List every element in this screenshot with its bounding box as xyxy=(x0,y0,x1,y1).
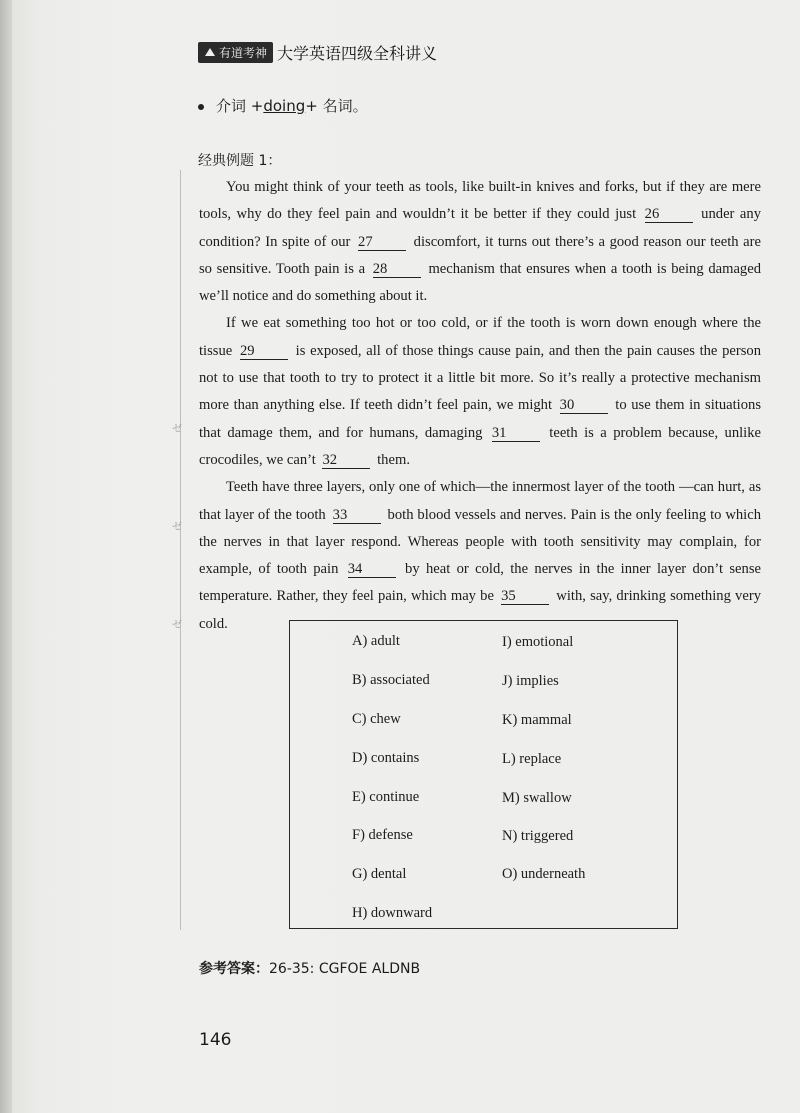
bullet-prefix: 介词 + xyxy=(216,97,264,115)
text-segment: with, say, drinking something very cold. xyxy=(199,588,761,632)
passage xyxy=(199,174,761,638)
publisher-logo xyxy=(198,42,273,63)
text-segment: discomfort, it turns out there’s a good reason our teeth are so sensitive. Tooth pain is a xyxy=(199,233,761,277)
running-header xyxy=(198,40,437,64)
bullet-dot-icon xyxy=(198,104,204,110)
example-title: 经典例题 1： xyxy=(198,153,282,169)
margin-mark: ゼ xyxy=(172,424,182,435)
text-segment: teeth is a problem because, unlike crocodiles, we can’t xyxy=(199,424,762,468)
paragraph-3 xyxy=(199,474,761,638)
blank-29: 29 xyxy=(240,343,288,360)
option-i: I) emotional xyxy=(502,634,574,650)
option-l: L) replace xyxy=(502,751,562,767)
text-segment: by heat or cold, the nerves in the inner layer don’t sense temperature. Rather, they feel pain, which may be xyxy=(199,561,761,605)
text-segment: to use them in situations that damage them, and for humans, damaging xyxy=(199,397,761,441)
margin-rule xyxy=(180,170,181,930)
margin-mark: ゼ xyxy=(172,620,182,631)
bullet-underlined-word: doing xyxy=(263,97,306,115)
bullet-suffix: + 名词。 xyxy=(305,97,368,115)
answer-key xyxy=(199,958,420,978)
option-f: F) defense xyxy=(352,827,413,843)
page-number: 146 xyxy=(199,1030,232,1050)
text-segment: You might think of your teeth as tools, like built-in knives and forks, but if they are mere tools, why do they feel pain and wouldn’t it be better if they could just xyxy=(199,179,761,223)
option-j: J) implies xyxy=(502,673,559,689)
option-b: B) associated xyxy=(352,672,430,688)
option-m: M) swallow xyxy=(502,790,572,806)
blank-33: 33 xyxy=(333,507,381,524)
word-bank-box xyxy=(289,620,678,929)
text-segment: If we eat something too hot or too cold, or if the tooth is worn down enough where the tissue xyxy=(199,315,761,359)
option-k: K) mammal xyxy=(502,712,572,728)
option-c: C) chew xyxy=(352,711,401,727)
answer-label: 参考答案： xyxy=(199,961,269,977)
option-n: N) triggered xyxy=(502,828,574,844)
text-segment: is exposed, all of those things cause pain, and then the pain causes the person not to use that tooth to try to protect it a little bit more. So it’s really a protective mechanism more than anything else. If teeth didn’t feel pain, we might xyxy=(199,342,762,414)
text-segment: under any condition? In spite of our xyxy=(199,206,761,250)
blank-27: 27 xyxy=(358,234,406,251)
margin-mark: ゼ xyxy=(172,522,182,533)
paragraph-2 xyxy=(199,310,761,474)
paragraph-1 xyxy=(199,174,761,310)
blank-28: 28 xyxy=(373,261,421,278)
blank-31: 31 xyxy=(492,425,540,442)
blank-30: 30 xyxy=(560,397,608,414)
bullet-item xyxy=(198,95,368,116)
blank-35: 35 xyxy=(501,588,549,605)
option-e: E) continue xyxy=(352,789,420,805)
text-segment: Teeth have three layers, only one of which—the innermost layer of the tooth —can hurt, as that layer of the tooth xyxy=(199,479,761,523)
blank-32: 32 xyxy=(322,452,370,469)
option-h: H) downward xyxy=(352,905,433,921)
answer-value: 26-35: CGFOE ALDNB xyxy=(269,961,421,977)
blank-26: 26 xyxy=(645,206,693,223)
blank-34: 34 xyxy=(348,561,396,578)
option-g: G) dental xyxy=(352,866,407,882)
logo-text: 有道考神 xyxy=(219,45,268,60)
text-segment: mechanism that ensures when a tooth is being damaged we’ll notice and do something about it. xyxy=(199,260,761,305)
page-edge xyxy=(0,0,12,1113)
text-segment: them. xyxy=(373,451,410,468)
option-o: O) underneath xyxy=(502,866,586,882)
option-a: A) adult xyxy=(352,633,400,649)
text-segment: both blood vessels and nerves. Pain is the only feeling to which the nerves in that layer respond. Whereas people with tooth sensitivity may complain, for example, of tooth pain xyxy=(199,506,762,578)
book-title: 大学英语四级全科讲义 xyxy=(277,43,438,63)
logo-mark-icon xyxy=(204,47,216,57)
option-d: D) contains xyxy=(352,750,420,766)
